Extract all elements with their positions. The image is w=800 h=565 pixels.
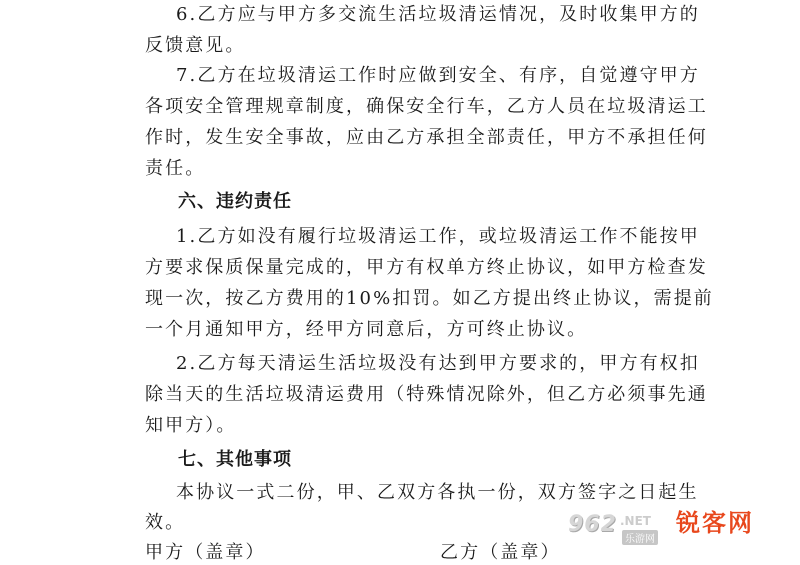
section-heading: 七、其他事项	[178, 449, 292, 470]
paragraph-line: 反馈意见。	[145, 35, 246, 56]
paragraph-line: 知甲方）。	[145, 415, 237, 436]
paragraph-line: 现一次，按乙方费用的10%扣罚。如乙方提出终止协议，需提前	[145, 288, 714, 309]
section-heading: 六、违约责任	[178, 191, 292, 212]
paragraph-line: 一个月通知甲方，经甲方同意后，方可终止协议。	[145, 319, 588, 340]
paragraph-line: 除当天的生活垃圾清运费用（特殊情况除外，但乙方必须事先通	[145, 384, 708, 405]
watermark-number: 962	[568, 512, 617, 537]
paragraph-line: 责任。	[145, 158, 206, 179]
paragraph-line: 作时，发生安全事故，应由乙方承担全部责任，甲方不承担任何	[145, 127, 708, 148]
paragraph-line: 7.乙方在垃圾清运工作时应做到安全、有序，自觉遵守甲方	[176, 65, 700, 86]
paragraph-line: 各项安全管理规章制度，确保安全行车，乙方人员在垃圾清运工	[145, 96, 708, 117]
paragraph-line: 本协议一式二份，甲、乙双方各执一份，双方签字之日起生	[176, 482, 699, 503]
site-watermark-logo	[568, 512, 660, 546]
signature-party-a: 甲方（盖章）	[145, 542, 266, 563]
paragraph-line: 效。	[145, 512, 186, 533]
paragraph-line: 6.乙方应与甲方多交流生活垃圾清运情况，及时收集甲方的	[176, 4, 700, 25]
paragraph-line: 2.乙方每天清运生活垃圾没有达到甲方要求的，甲方有权扣	[176, 353, 700, 374]
watermark-subtitle: 乐游网	[622, 530, 658, 545]
brand-watermark: 锐客网	[676, 509, 754, 537]
paragraph-line: 方要求保质保量完成的，甲方有权单方终止协议，如甲方检查发	[145, 257, 708, 278]
signature-party-b: 乙方（盖章）	[440, 542, 561, 563]
watermark-suffix: .NET	[620, 514, 651, 528]
paragraph-line: 1.乙方如没有履行垃圾清运工作，或垃圾清运工作不能按甲	[176, 226, 700, 247]
